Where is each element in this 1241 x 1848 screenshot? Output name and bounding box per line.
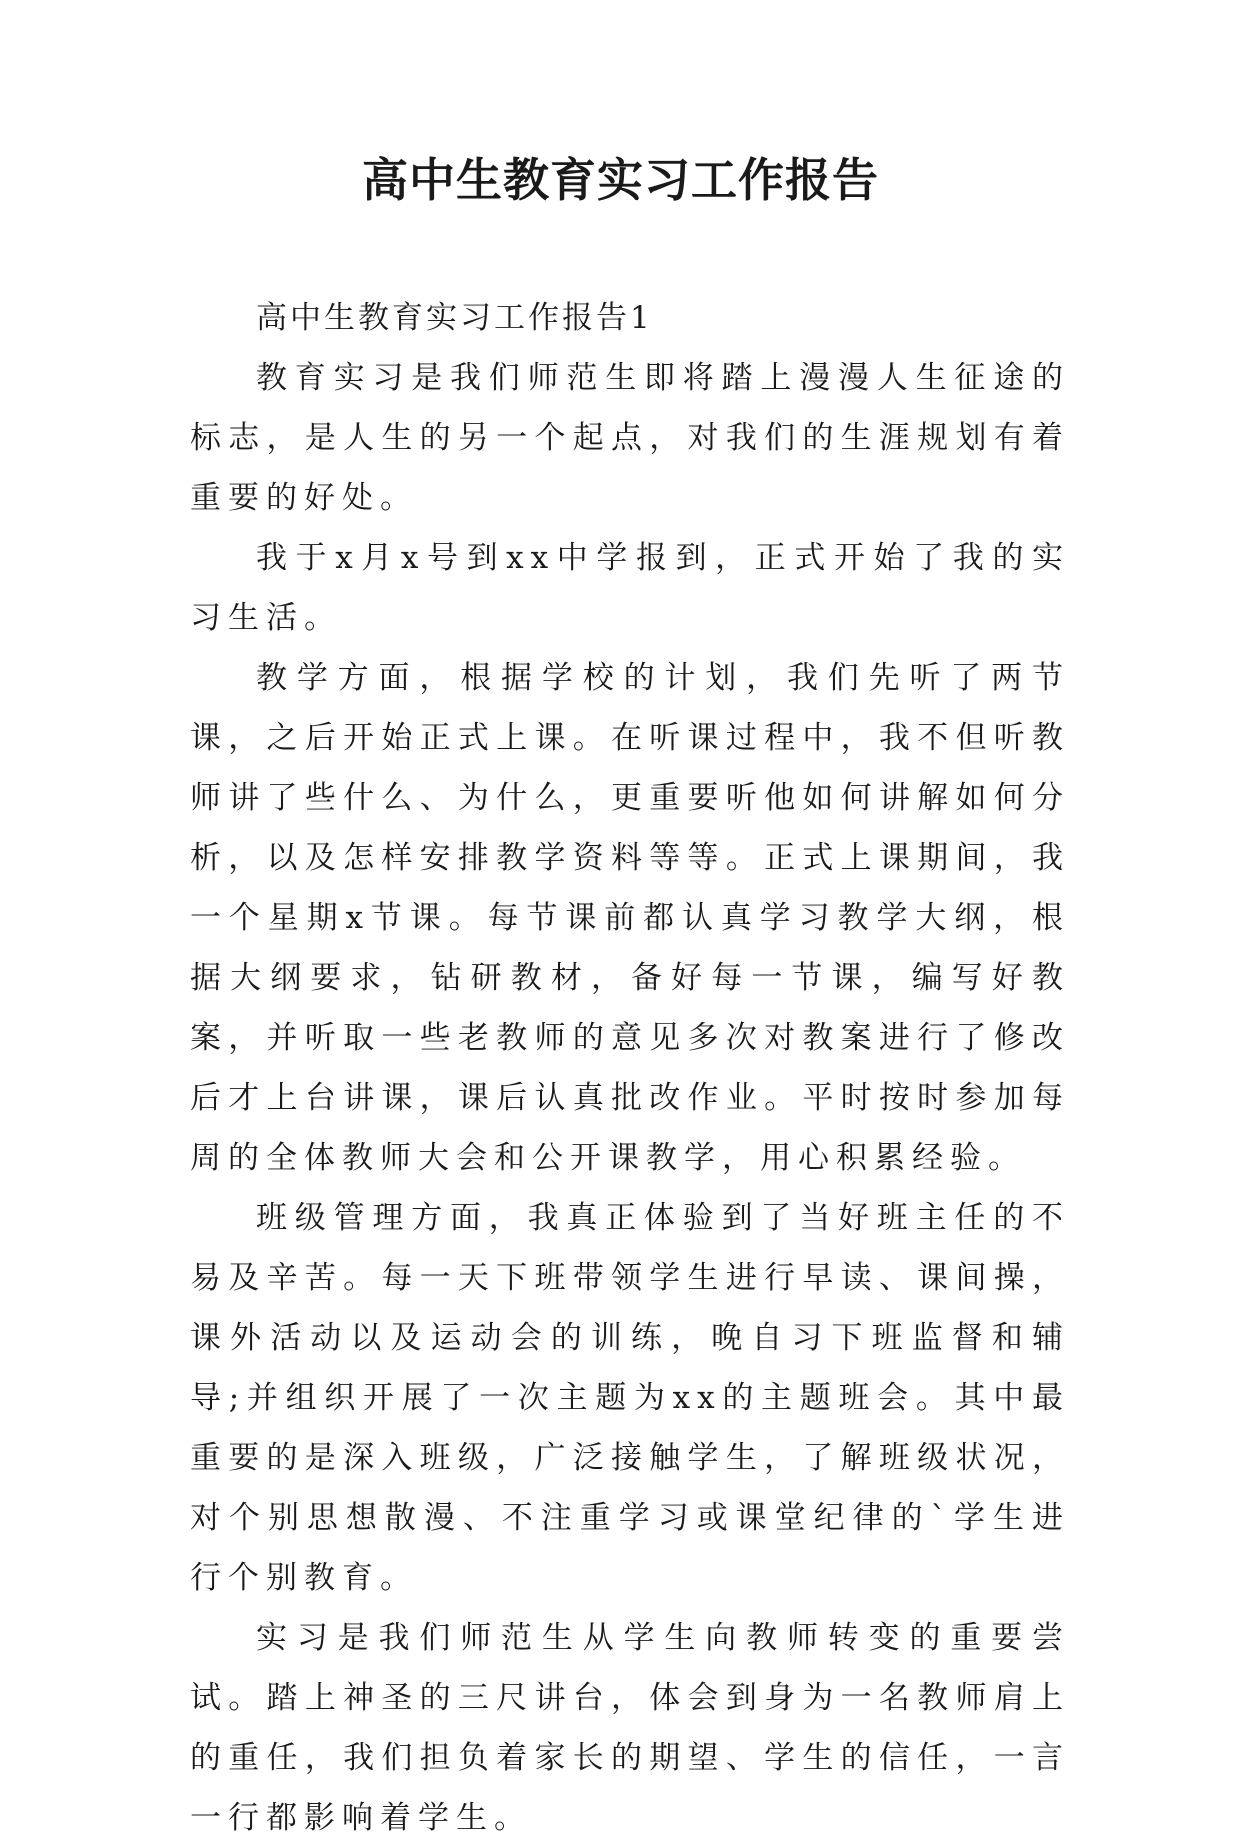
paragraph: 班级管理方面，我真正体验到了当好班主任的不易及辛苦。每一天下班带领学生进行早读、课间操，课外活动以及运动会的训练，晚自习下班监督和辅导;并组织开展了一次主题为xx的主题班会。其中最重要的是深入班级，广泛接触学生，了解班级状况，对个别思想散漫、不注重学习或课堂纪律的`学生进行个别教育。: [190, 1200, 1070, 1596]
paragraph: 我于x月x号到xx中学报到，正式开始了我的实习生活。: [190, 540, 1070, 636]
paragraph: 实习是我们师范生从学生向教师转变的重要尝试。踏上神圣的三尺讲台，体会到身为一名教师肩上的重任，我们担负着家长的期望、学生的信任，一言一行都影响着学生。: [190, 1620, 1070, 1836]
section-heading: 高中生教育实习工作报告1: [256, 300, 653, 336]
paragraph: 教育实习是我们师范生即将踏上漫漫人生征途的标志，是人生的另一个起点，对我们的生涯规划有着重要的好处。: [190, 360, 1070, 516]
document-body: [190, 288, 1070, 1848]
paragraph: 教学方面，根据学校的计划，我们先听了两节课，之后开始正式上课。在听课过程中，我不但听教师讲了些什么、为什么，更重要听他如何讲解如何分析，以及怎样安排教学资料等等。正式上课期间，我一个星期x节课。每节课前都认真学习教学大纲，根据大纲要求，钻研教材，备好每一节课，编写好教案，并听取一些老教师的意见多次对教案进行了修改后才上台讲课，课后认真批改作业。平时按时参加每周的全体教师大会和公开课教学，用心积累经验。: [190, 660, 1070, 1176]
document-title: 高中生教育实习工作报告: [362, 153, 879, 207]
